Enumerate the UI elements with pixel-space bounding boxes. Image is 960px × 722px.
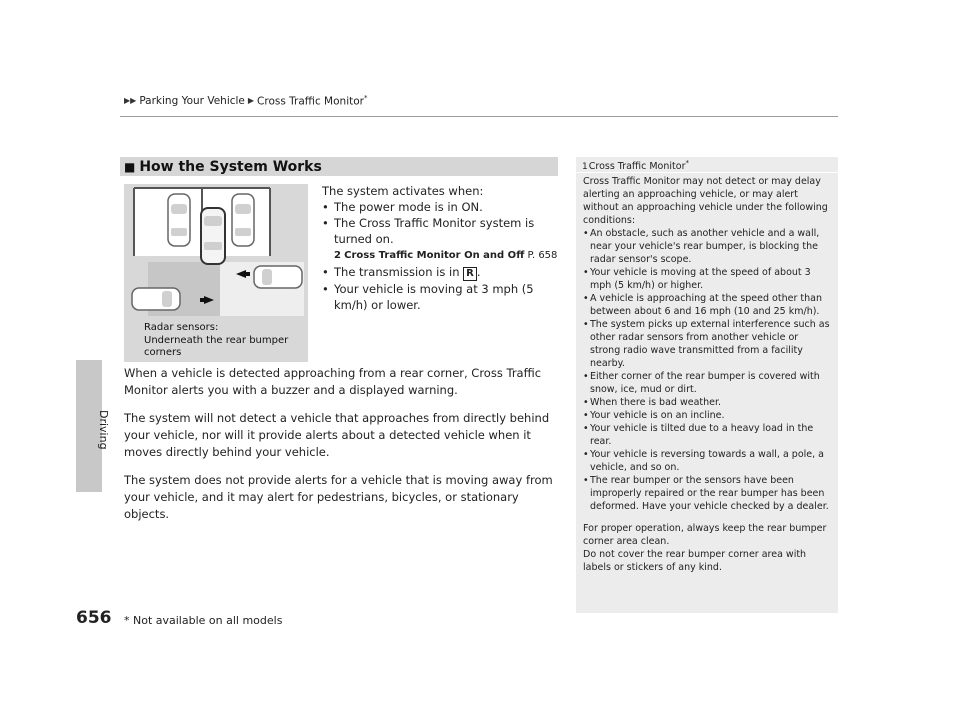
radar-label-line: corners <box>144 347 182 358</box>
list-item: • The system picks up external interference such as other radar sensors from another vehicle or strong radio wave transmitted from a facility nearby. <box>583 318 831 370</box>
breadcrumb <box>124 94 367 108</box>
breadcrumb-link-cross-traffic[interactable]: Cross Traffic Monitor* <box>257 94 368 108</box>
list-item: • The rear bumper or the sensors have been improperly repaired or the rear bumper has been deformed. Have your vehicle checked by a dealer. <box>583 474 831 513</box>
section-heading <box>120 157 558 176</box>
sidebar-body <box>583 175 831 574</box>
list-item: • The power mode is in ON. <box>322 199 558 215</box>
list-item: • Your vehicle is moving at the speed of about 3 mph (5 km/h) or higher. <box>583 266 831 292</box>
breadcrumb-arrow-icon: ▶▶ <box>124 96 137 106</box>
paragraph: When a vehicle is detected approaching from a rear corner, Cross Traffic Monitor alerts you with a buzzer and a displayed warning. <box>124 366 542 397</box>
approaching-car-right <box>254 266 302 288</box>
sidebar-outro: Do not cover the rear bumper corner area with labels or stickers of any kind. <box>583 549 807 573</box>
footnote: * Not available on all models <box>124 614 283 627</box>
sidebar-conditions <box>583 227 831 513</box>
paragraph: The system will not detect a vehicle that approaches from directly behind your vehicle, nor will it provide alerts about a detected vehicle when it moves directly behind your vehicle. <box>124 411 550 459</box>
activation-list <box>322 199 558 247</box>
own-car <box>201 208 225 264</box>
list-item: • An obstacle, such as another vehicle and a wall, near your vehicle's rear bumper, is blocking the radar sensor's scope. <box>583 227 831 266</box>
list-item: • When there is bad weather. <box>583 396 831 409</box>
sidebar-divider <box>576 172 838 173</box>
radar-label-line: Radar sensors: <box>144 322 219 333</box>
paragraph: The system does not provide alerts for a vehicle that is moving away from your vehicle, and it may alert for pedestrians, bicycles, or stationary objects. <box>124 473 553 521</box>
page-number: 656 <box>76 608 112 628</box>
radar-label-line: Underneath the rear bumper <box>144 334 289 346</box>
breadcrumb-arrow-icon: ▶ <box>247 96 255 106</box>
xref-marker-icon: 2 <box>334 250 341 261</box>
header-divider <box>120 116 838 117</box>
approaching-car-left <box>132 288 180 310</box>
list-item: • Your vehicle is on an incline. <box>583 409 831 422</box>
sidebar-intro: Cross Traffic Monitor may not detect or may delay alerting an approaching vehicle, or may alert without an approaching vehicle under the following conditions: <box>583 176 828 226</box>
parked-car-right <box>232 194 254 246</box>
list-item: • The Cross Traffic Monitor system is turned on. <box>322 215 558 247</box>
list-item: • Your vehicle is moving at 3 mph (5 km/h) or lower. <box>322 281 558 313</box>
activation-conditions <box>322 183 558 313</box>
list-item: • The transmission is in R . <box>322 264 558 281</box>
section-marker-icon: ■ <box>124 159 136 174</box>
list-item: • Either corner of the rear bumper is covered with snow, ice, mud or dirt. <box>583 370 831 396</box>
list-item: • A vehicle is approaching at the speed other than between about 6 and 16 mph (10 and 25 km/h). <box>583 292 831 318</box>
cross-reference-link[interactable] <box>334 247 558 264</box>
activation-intro: The system activates when: <box>322 184 484 198</box>
gear-r-icon: R <box>463 267 477 281</box>
parked-car-left <box>168 194 190 246</box>
xref-title: Cross Traffic Monitor On and Off <box>344 250 525 261</box>
sidebar-title: 1Cross Traffic Monitor* <box>582 159 689 173</box>
breadcrumb-link-parking[interactable]: Parking Your Vehicle <box>139 94 245 107</box>
radar-sensor-label <box>144 322 308 360</box>
list-item: • Your vehicle is tilted due to a heavy load in the rear. <box>583 422 831 448</box>
sidebar-outro: For proper operation, always keep the rear bumper corner area clean. <box>583 523 827 547</box>
side-tab-label: Driving <box>97 410 110 450</box>
section-title: How the System Works <box>139 158 322 175</box>
sidebar-marker-icon: 1 <box>582 162 588 173</box>
list-item: • Your vehicle is reversing towards a wall, a pole, a vehicle, and so on. <box>583 448 831 474</box>
activation-list-continued <box>322 264 558 313</box>
xref-page: P. 658 <box>527 250 558 261</box>
